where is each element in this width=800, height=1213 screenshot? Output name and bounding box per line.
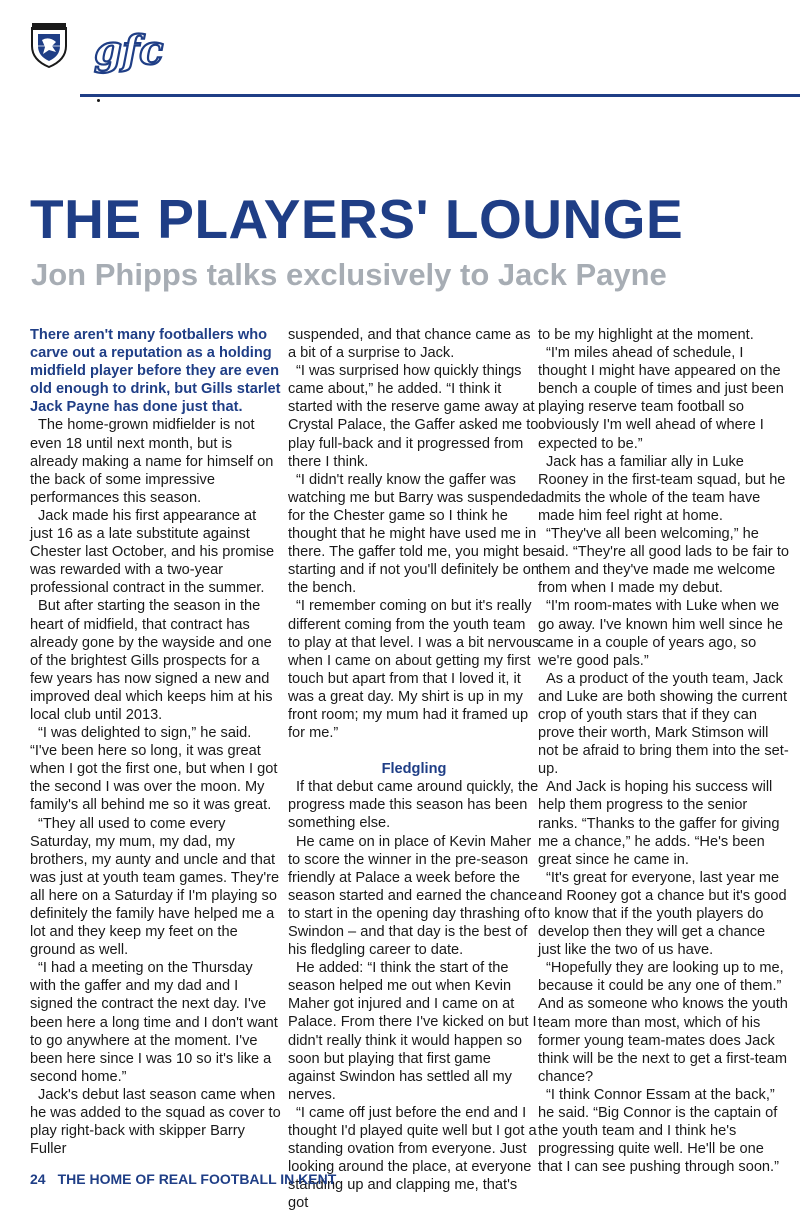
paragraph: “Hopefully they are looking up to me, because it could be any one of them.” And as someone who knows the youth team more than most, which of his former young team-mates does Jack think will be the next to get a first-team chance? xyxy=(538,960,788,1085)
paragraph: “I came off just before the end and I thought I'd played quite well but I got a standing ovation from everyone. Just looking around the place, at everyone standing up and clapping me, that's got xyxy=(288,1104,537,1212)
paragraph: “I remember coming on but it's really different coming from the youth team to play at that level. I was a bit nervous when I came on about getting my first touch but apart from that I loved it, it was a great day. My shirt is up in my front room; my mum had it framed up for me.” xyxy=(288,598,540,742)
gills-crest-icon xyxy=(30,22,68,68)
svg-text:gfc: gfc xyxy=(94,27,164,74)
paragraph: Jack has a familiar ally in Luke Rooney in the first-team squad, but he admits the whole of the team have made him feel right at home. xyxy=(538,453,786,524)
paragraph: He added: “I think the start of the season helped me out when Kevin Maher got injured and I came on at Palace. From there I've kicked on but I didn't really think it would happen so soon but playing that first game against Swindon has settled all my nerves. xyxy=(288,960,537,1103)
paragraph: suspended, and that chance came as a bit of a surprise to Jack. xyxy=(288,327,531,362)
paragraph: He came on in place of Kevin Maher to score the winner in the pre-season friendly at Palace a week before the season started and earned the chance to start in the opening day thrashing of Swindon – and that day is the best of his fledgling career to date. xyxy=(288,833,538,959)
paragraph: The home-grown midfielder is not even 18 until next month, but is already making a name for himself on the back of some impressive performances this season. xyxy=(30,417,274,506)
page-footer xyxy=(30,1171,336,1187)
gfc-monogram-logo xyxy=(92,26,172,76)
paragraph: “I didn't really know the gaffer was watching me but Barry was suspended for the Chester game so I think he thought that he might have used me in there. The gaffer told me, you might be starting and if not you'll definitely be on the bench. xyxy=(288,471,540,597)
paragraph: “I was surprised how quickly things came about,” he added. “I think it started with the reserve game away at Crystal Palace, the Gaffer asked me to play full-back and it progressed from there I think. xyxy=(288,363,539,470)
paragraph: Jack's debut last season came when he was added to the squad as cover to play right-back with skipper Barry Fuller xyxy=(30,1086,281,1158)
page-title: THE PLAYERS' LOUNGE xyxy=(30,188,684,250)
section-heading: Fledgling xyxy=(381,761,447,778)
footer-tagline: THE HOME OF REAL FOOTBALL IN KENT xyxy=(57,1171,337,1187)
header-dot xyxy=(97,99,100,102)
article-column-1 xyxy=(30,326,282,1158)
paragraph: Jack made his first appearance at just 16 as a late substitute against Chester last October, and his promise was rewarded with a two-year professional contract in the summer. xyxy=(30,507,275,597)
paragraph: “I was delighted to sign,” he said. “I've been here so long, it was great when I got the first one, but when I got the second I was over the moon. My family's all behind me so it was great. xyxy=(30,725,278,814)
article-column-2 xyxy=(288,326,540,1213)
paragraph: “I had a meeting on the Thursday with the gaffer and my dad and I signed the contract the next day. I've been here a long time and I don't want to go anywhere at the moment. I've been here since I was 10 so it's like a second home.” xyxy=(30,960,278,1085)
page-number: 24 xyxy=(30,1171,46,1187)
paragraph: As a product of the youth team, Jack and Luke are both showing the current crop of youth stars that if they can prove their worth, Mark Stimson will not be afraid to bring them into the set-up. xyxy=(538,670,789,778)
paragraph: “I'm room-mates with Luke when we go away. I've known him well since he came in a couple of years ago, so we're good pals.” xyxy=(538,598,784,669)
article-intro: There aren't many footballers who carve out a reputation as a holding midfield player before they are even old enough to drink, but Gills starlet Jack Payne has done just that. xyxy=(30,327,281,416)
paragraph: “They all used to come every Saturday, my mum, my dad, my brothers, my aunty and uncle and that was just at youth team games. They're all here on a Saturday if I'm playing so definitely the family have helped me a lot and they keep my feet on the ground as well. xyxy=(30,815,280,959)
paragraph: But after starting the season in the heart of midfield, that contract has already gone by the wayside and one of the brightest Gills prospects for a few years has now signed a new and improved deal which keeps him at his local club until 2013. xyxy=(30,598,273,723)
paragraph: If that debut came around quickly, the progress made this season has been something else. xyxy=(288,779,539,832)
paragraph: “They've all been welcoming,” he said. “They're all good lads to be fair to them and they've made me welcome from when I made my debut. xyxy=(538,526,790,597)
page-header xyxy=(0,0,800,100)
paragraph: “I'm miles ahead of schedule, I thought I might have appeared on the bench a couple of times and just been playing reserve team football so obviously I'm well ahead of where I expected to be.” xyxy=(538,345,784,452)
header-rule xyxy=(80,94,800,97)
paragraph: “I think Connor Essam at the back,” he said. “Big Connor is the captain of the youth team and I think he's progressing quite well. He'll be one that I can see pushing through soon.” xyxy=(538,1086,779,1176)
paragraph: “It's great for everyone, last year me and Rooney got a chance but it's good to know that if the youth players do develop then they will get a chance just like the two of us have. xyxy=(538,869,787,959)
paragraph: to be my highlight at the moment. xyxy=(538,327,754,343)
paragraph: And Jack is hoping his success will help them progress to the senior ranks. “Thanks to the gaffer for giving me a chance,” he adds. “He's been great since he came in. xyxy=(538,779,780,868)
page-subtitle: Jon Phipps talks exclusively to Jack Payne xyxy=(31,257,667,292)
article-column-3 xyxy=(538,326,790,1176)
